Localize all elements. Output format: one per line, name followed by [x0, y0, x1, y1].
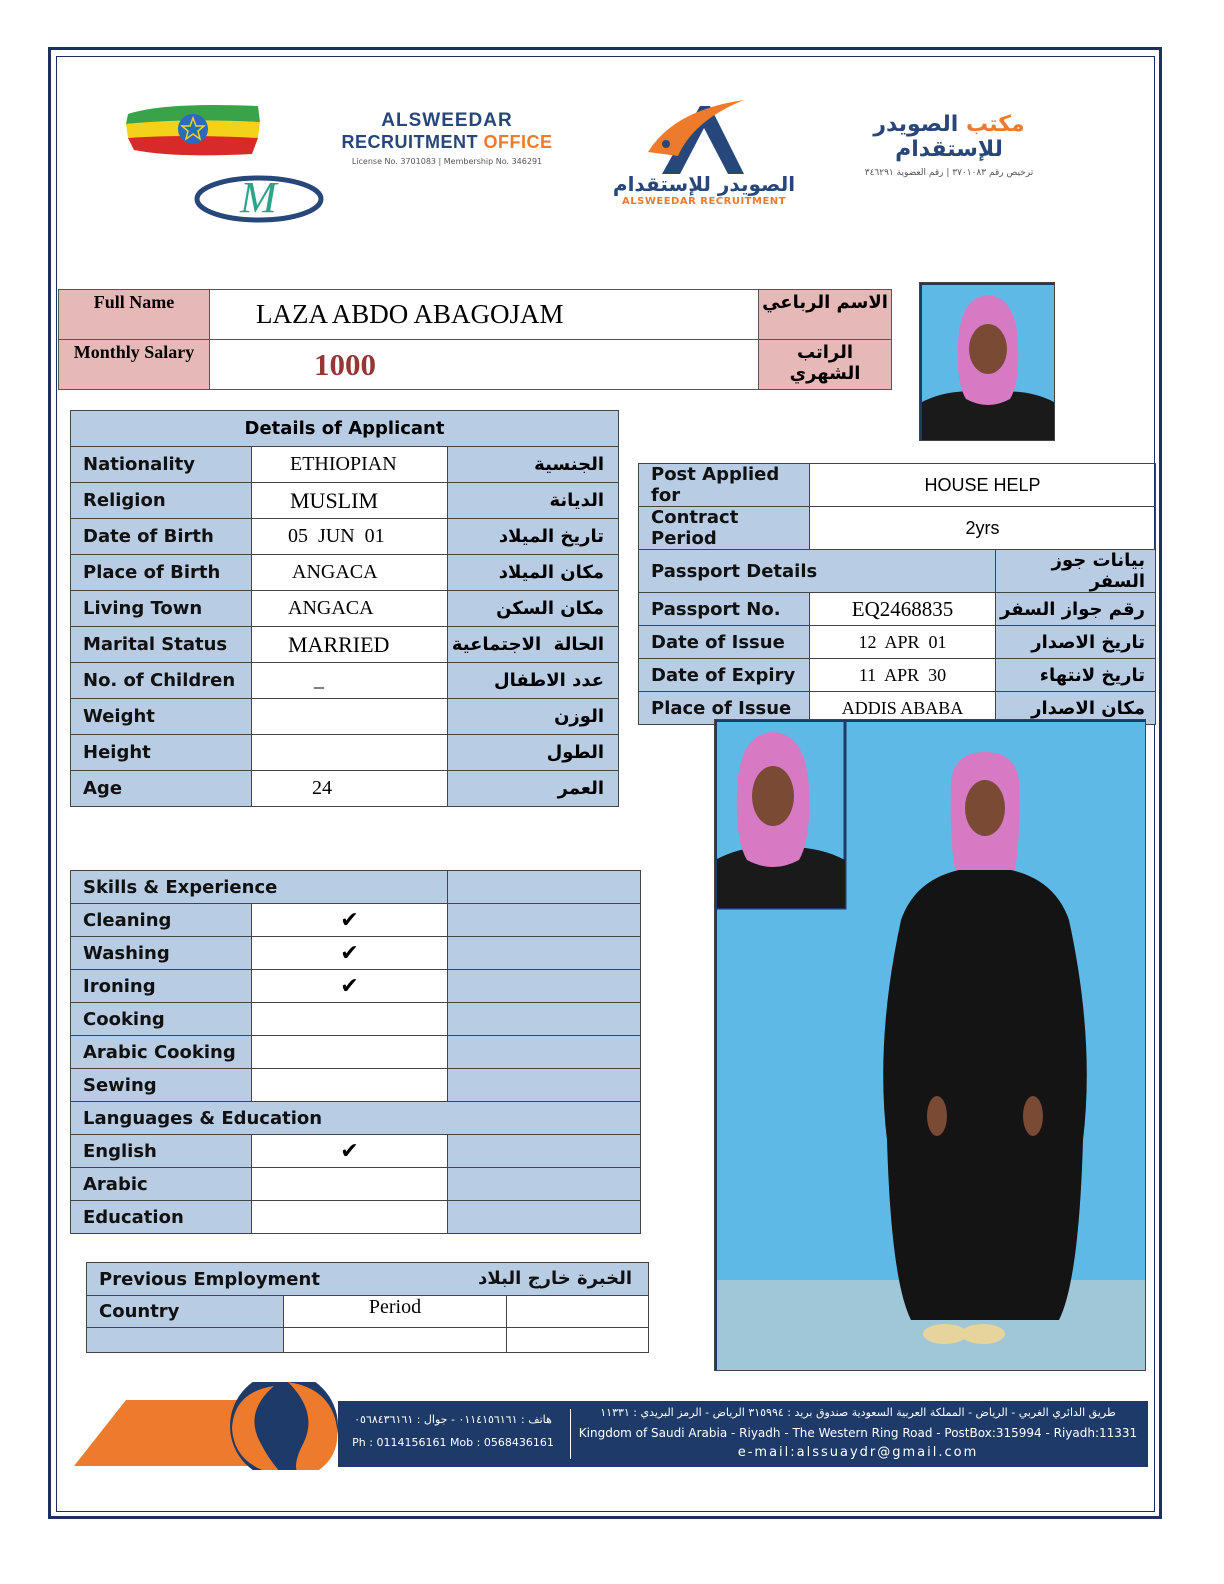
applicant-full-photo-image	[715, 720, 1146, 1371]
language-mark	[252, 1168, 448, 1201]
table-row	[639, 550, 1156, 593]
expiry-date-value: 11 APR 30	[810, 659, 996, 692]
skill-mark	[252, 1036, 448, 1069]
languages-title: Languages & Education	[71, 1102, 641, 1135]
table-row	[71, 555, 619, 591]
passport-photo	[919, 282, 1055, 441]
marital-status-value: MARRIED	[252, 627, 448, 663]
height-value	[252, 735, 448, 771]
table-row	[71, 937, 641, 970]
salary-label: Monthly Salary	[59, 340, 210, 390]
row-label-ar: مكان الميلاد	[448, 555, 619, 591]
education-mark	[252, 1201, 448, 1234]
row-label: Living Town	[71, 591, 252, 627]
row-label-ar: العمر	[448, 771, 619, 807]
table-row	[71, 871, 641, 904]
row-label-ar: تاريخ الاصدار	[996, 626, 1156, 659]
table-row	[639, 593, 1156, 626]
alsweedar-a-logo-icon	[644, 100, 754, 176]
place-of-birth-value: ANGACA	[252, 555, 448, 591]
table-row	[71, 663, 619, 699]
table-row	[639, 659, 1156, 692]
table-row	[71, 699, 619, 735]
row-label: Nationality	[71, 447, 252, 483]
row-label: Height	[71, 735, 252, 771]
footer-orange-shape-icon	[74, 1382, 344, 1470]
ethiopia-flag-icon	[124, 100, 262, 158]
row-label-ar: الوزن	[448, 699, 619, 735]
weight-value	[252, 699, 448, 735]
check-icon: ✔	[252, 1135, 448, 1168]
contract-label: Contract Period	[639, 507, 810, 550]
brand-en-license: License No. 3701083 | Membership No. 346291	[351, 157, 543, 166]
brand-ar-company: الصويدر للإستقدام	[873, 112, 1003, 162]
name-salary-table	[58, 289, 892, 390]
table-row	[71, 970, 641, 1003]
row-label: Marital Status	[71, 627, 252, 663]
table-row	[71, 1201, 641, 1234]
row-label: No. of Children	[71, 663, 252, 699]
row-label-ar: تاريخ لانتهاء	[996, 659, 1156, 692]
applicant-portrait-image	[920, 283, 1055, 441]
table-row	[71, 771, 619, 807]
full-body-photo	[714, 719, 1146, 1371]
brand-english	[336, 110, 558, 166]
period-label: Period	[284, 1296, 507, 1328]
check-icon: ✔	[252, 937, 448, 970]
brand-en-line1: ALSWEEDAR	[381, 110, 513, 131]
row-label: Date of Expiry	[639, 659, 810, 692]
table-row	[71, 1168, 641, 1201]
salary-label-ar: الراتب الشهري	[759, 340, 892, 390]
full-name-value: LAZA ABDO ABAGOJAM	[210, 290, 759, 340]
table-row	[87, 1296, 649, 1328]
place-of-issue-value: ADDIS ABABA	[810, 692, 996, 725]
m-logo	[194, 172, 324, 224]
brand-arabic-center	[604, 172, 804, 207]
row-label-ar: الحالة الاجتماعية	[448, 627, 619, 663]
table-row	[71, 735, 619, 771]
passport-title: Passport Details	[639, 550, 996, 593]
passport-no-value: EQ2468835	[810, 593, 996, 626]
post-label: Post Applied for	[639, 464, 810, 507]
contract-value: 2yrs	[810, 507, 1156, 550]
check-icon: ✔	[252, 970, 448, 1003]
row-label-ar: الجنسية	[448, 447, 619, 483]
row-label-ar: مكان الاصدار	[996, 692, 1156, 725]
footer-address-ar: طريق الدائري الغربي - الرياض - المملكة العربية السعودية صندوق بريد : ٣١٥٩٩٤ الرياض - الرمز البريدي : ١١٣٣١	[600, 1406, 1116, 1419]
table-row	[639, 507, 1156, 550]
skill-mark	[252, 1069, 448, 1102]
religion-value: MUSLIM	[252, 483, 448, 519]
footer-bar	[338, 1401, 1148, 1467]
skill-mark	[252, 1003, 448, 1036]
table-row	[71, 1102, 641, 1135]
footer-email: e-mail:alssuaydr@gmail.com	[737, 1445, 979, 1460]
table-row	[87, 1328, 649, 1353]
skill-label: Cooking	[71, 1003, 252, 1036]
table-row	[71, 447, 619, 483]
post-passport-table	[638, 463, 1156, 725]
brand-ar-license: ترخيص رقم ٣٧٠١٠٨٣ | رقم العضوية ٣٤٦٢٩١	[864, 168, 1034, 178]
skills-title-blank	[448, 871, 641, 904]
nationality-value: ETHIOPIAN	[252, 447, 448, 483]
brand-en-center-name: ALSWEEDAR RECRUITMENT	[622, 196, 786, 207]
row-label-ar: عدد الاطفال	[448, 663, 619, 699]
footer-phone-ar: هاتف : ٠١١٤١٥٦١٦١ - جوال : ٠٥٦٨٤٣٦١٦١	[354, 1413, 552, 1426]
table-row	[71, 519, 619, 555]
living-town-value: ANGACA	[252, 591, 448, 627]
full-name-label: Full Name	[59, 290, 210, 340]
table-row	[639, 626, 1156, 659]
table-row	[71, 591, 619, 627]
row-label: Date of Birth	[71, 519, 252, 555]
table-row	[71, 1069, 641, 1102]
salary-value: 1000	[210, 340, 759, 390]
previous-title-ar: الخبرة خارج البلاد	[478, 1268, 633, 1289]
footer-address-en: Kingdom of Saudi Arabia - Riyadh - The Western Ring Road - PostBox:315994 - Riyadh:11331	[578, 1426, 1138, 1440]
row-label-ar: الطول	[448, 735, 619, 771]
row-label: Place of Birth	[71, 555, 252, 591]
post-value: HOUSE HELP	[810, 464, 1156, 507]
row-label-ar: تاريخ الميلاد	[448, 519, 619, 555]
table-row	[639, 464, 1156, 507]
education-label: Education	[71, 1201, 252, 1234]
dob-value: 05 JUN 01	[252, 519, 448, 555]
row-label-ar: رقم جواز السفر	[996, 593, 1156, 626]
m-logo-letter: M	[240, 173, 277, 222]
check-icon: ✔	[252, 904, 448, 937]
row-label: Religion	[71, 483, 252, 519]
age-value: 24	[252, 771, 448, 807]
brand-en-recruitment: RECRUITMENT	[341, 132, 478, 152]
country-label: Country	[87, 1296, 284, 1328]
table-row	[71, 627, 619, 663]
row-label: Weight	[71, 699, 252, 735]
previous-title: Previous Employment	[99, 1268, 320, 1290]
skill-label: Arabic Cooking	[71, 1036, 252, 1069]
issue-date-value: 12 APR 01	[810, 626, 996, 659]
brand-ar-center-name: الصويدر للإستقدام	[612, 172, 796, 196]
table-row	[71, 1003, 641, 1036]
row-label: Place of Issue	[639, 692, 810, 725]
skills-table	[70, 870, 641, 1234]
previous-title-cell	[87, 1263, 649, 1296]
details-title: Details of Applicant	[71, 411, 619, 447]
table-row	[71, 483, 619, 519]
table-row	[71, 1036, 641, 1069]
footer	[74, 1382, 1150, 1470]
language-label: English	[71, 1135, 252, 1168]
children-value: _	[252, 663, 448, 699]
table-row	[87, 1263, 649, 1296]
brand-arabic-right	[820, 112, 1078, 178]
passport-title-ar: بيانات جوز السفر	[996, 550, 1156, 593]
brand-ar-right-name	[820, 112, 1078, 162]
previous-employment-table	[86, 1262, 649, 1353]
skill-label: Sewing	[71, 1069, 252, 1102]
row-label-ar: الديانة	[448, 483, 619, 519]
language-label: Arabic	[71, 1168, 252, 1201]
table-row	[71, 904, 641, 937]
brand-ar-office-word: مكتب	[965, 112, 1025, 137]
row-label: Date of Issue	[639, 626, 810, 659]
skill-label: Washing	[71, 937, 252, 970]
row-label-ar: مكان السكن	[448, 591, 619, 627]
details-table	[70, 410, 619, 807]
full-name-label-ar: الاسم الرباعي	[759, 290, 892, 340]
skill-label: Cleaning	[71, 904, 252, 937]
footer-phone-en: Ph : 0114156161 Mob : 0568436161	[352, 1436, 554, 1449]
skill-label: Ironing	[71, 970, 252, 1003]
table-row	[71, 1135, 641, 1168]
row-label: Age	[71, 771, 252, 807]
footer-divider	[570, 1409, 571, 1459]
brand-en-office: OFFICE	[483, 132, 553, 152]
row-label: Passport No.	[639, 593, 810, 626]
skills-title: Skills & Experience	[71, 871, 448, 904]
brand-en-line2	[336, 132, 558, 153]
